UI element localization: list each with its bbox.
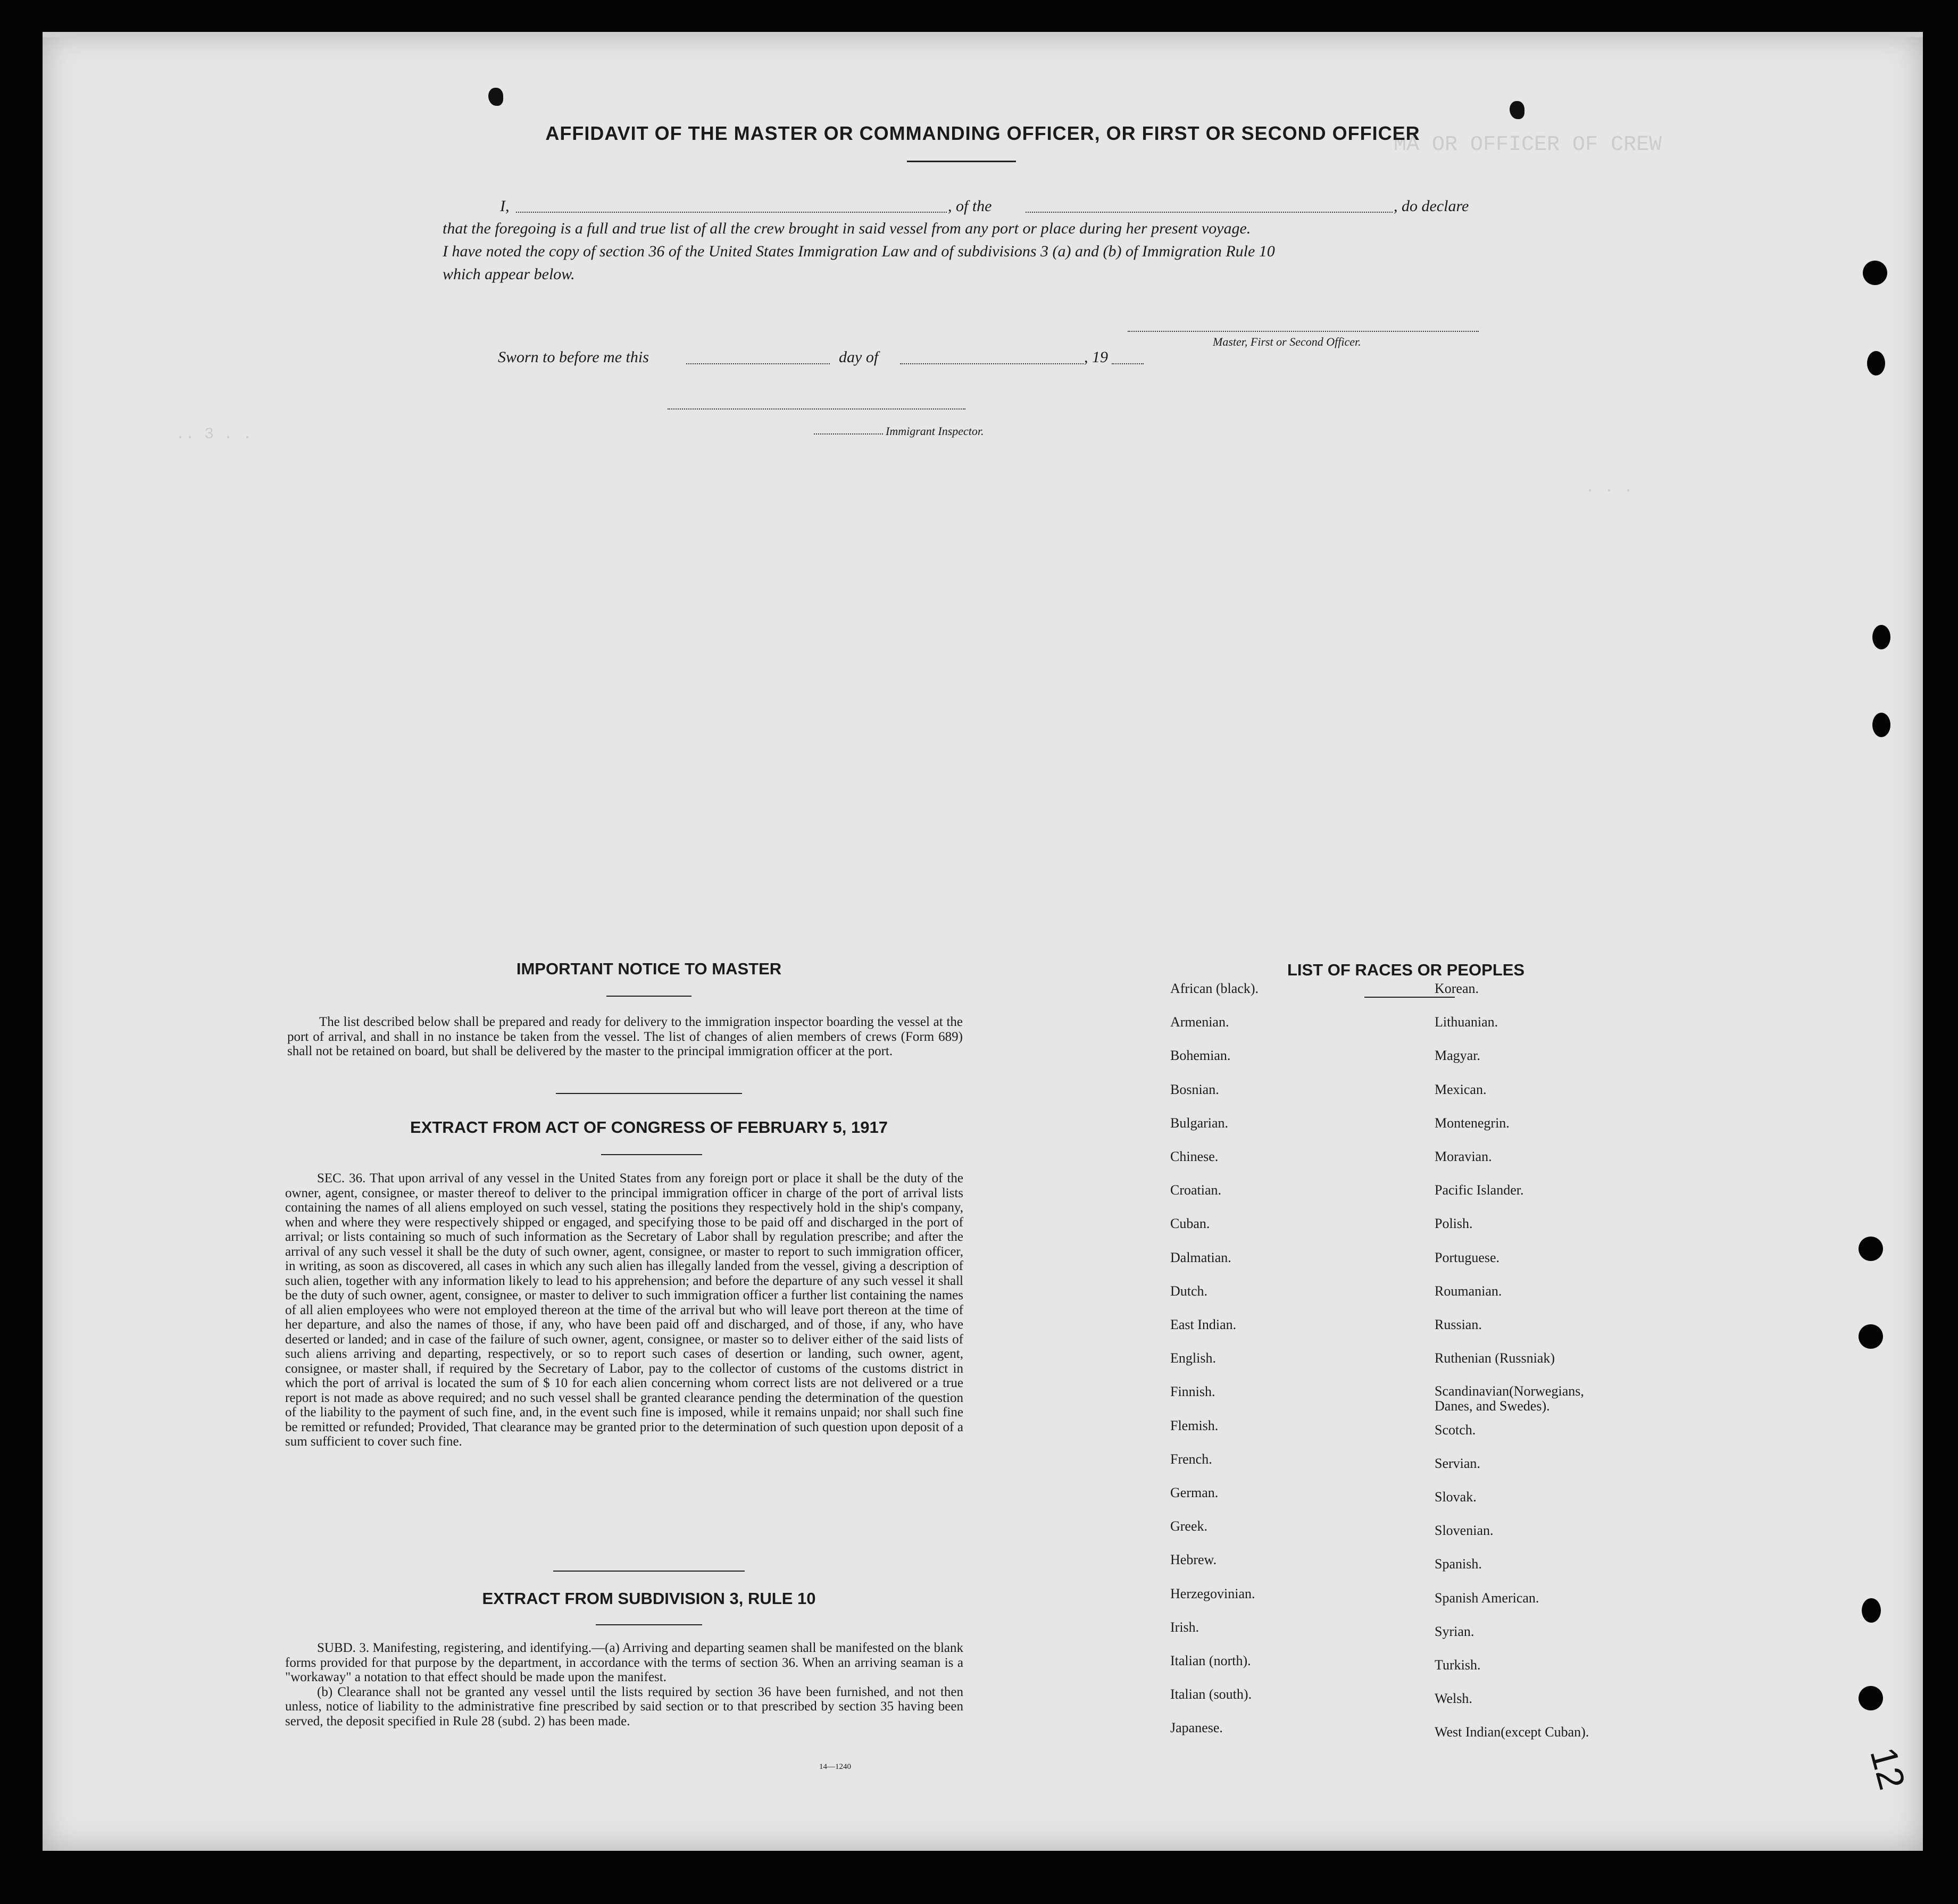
punch-hole <box>1872 625 1890 649</box>
race-item: Slovenian. <box>1435 1523 1494 1539</box>
race-item: French. <box>1170 1451 1212 1467</box>
race-item: Scandinavian(Norwegians, Danes, and Swedes). <box>1435 1383 1584 1414</box>
race-item: Slovak. <box>1435 1489 1477 1505</box>
day-of-text: day of <box>839 348 879 366</box>
subdivision-a-paragraph: SUBD. 3. Manifesting, registering, and identifying.—(a) Arriving and departing seamen shall be manifested on the blank forms provided for that purpose by the department, in accordance with the terms of section 36. When an arriving seaman is a "workaway" a notation to that effect should be made upon the manifest. <box>285 1641 963 1684</box>
race-item: African (black). <box>1170 981 1259 996</box>
year-blank[interactable] <box>1112 363 1144 364</box>
month-blank[interactable] <box>900 363 1084 364</box>
race-item: Spanish. <box>1435 1556 1482 1572</box>
race-item: Portuguese. <box>1435 1249 1500 1265</box>
race-item: Montenegrin. <box>1435 1115 1510 1131</box>
section-divider <box>553 1571 745 1572</box>
day-blank[interactable] <box>686 363 830 364</box>
sheet-top-edge <box>43 32 1923 37</box>
punch-hole <box>1859 1324 1883 1349</box>
race-item: Russian. <box>1435 1317 1482 1332</box>
declaration-line-4: which appear below. <box>443 265 575 283</box>
section-divider <box>556 1093 742 1094</box>
inspector-label: Immigrant Inspector. <box>886 424 984 438</box>
race-item: Flemish. <box>1170 1417 1219 1433</box>
title-underline <box>907 161 1016 162</box>
race-item: Irish. <box>1170 1619 1199 1635</box>
race-item: Armenian. <box>1170 1014 1229 1030</box>
act-extract-text <box>285 1171 963 1449</box>
inspector-short-line <box>814 433 883 435</box>
race-item: Dalmatian. <box>1170 1249 1231 1265</box>
sworn-text: Sworn to before me this <box>498 348 649 366</box>
races-title: LIST OF RACES OR PEOPLES <box>1287 961 1525 979</box>
punch-hole <box>1872 713 1890 737</box>
race-item: Korean. <box>1435 981 1479 996</box>
rule-extract-text <box>285 1641 963 1728</box>
affidavit-title: AFFIDAVIT OF THE MASTER OR COMMANDING OFFICER, OR FIRST OR SECOND OFFICER <box>545 122 1420 144</box>
race-item: Mexican. <box>1435 1081 1487 1097</box>
race-item: Finnish. <box>1170 1384 1215 1400</box>
punch-hole <box>1859 1237 1883 1261</box>
notice-text <box>287 1015 963 1059</box>
race-item: Dutch. <box>1170 1283 1208 1299</box>
race-item: Spanish American. <box>1435 1590 1539 1606</box>
declaration-of-the: , of the <box>948 197 992 215</box>
race-item: Bosnian. <box>1170 1081 1219 1097</box>
punch-hole <box>1862 1598 1881 1623</box>
margin-page-number: 12 <box>1862 1743 1913 1794</box>
race-item: Bulgarian. <box>1170 1115 1229 1131</box>
race-item: Moravian. <box>1435 1149 1492 1164</box>
race-item: Bohemian. <box>1170 1048 1231 1064</box>
race-item: Cuban. <box>1170 1216 1210 1232</box>
race-item: German. <box>1170 1485 1219 1500</box>
bleed-through-text: .. 3 . . <box>176 425 253 444</box>
race-item: Syrian. <box>1435 1623 1474 1639</box>
act-underline <box>601 1154 702 1155</box>
race-item: Hebrew. <box>1170 1552 1217 1568</box>
act-extract-title: EXTRACT FROM ACT OF CONGRESS OF FEBRUARY 5, 1917 <box>410 1118 888 1137</box>
race-item: Chinese. <box>1170 1149 1219 1164</box>
name-blank[interactable] <box>516 212 947 213</box>
race-item: Ruthenian (Russniak) <box>1435 1350 1555 1366</box>
race-item: Japanese. <box>1170 1720 1223 1736</box>
race-item: Lithuanian. <box>1435 1014 1498 1030</box>
race-item: English. <box>1170 1350 1216 1366</box>
bleed-through-text: MA OR OFFICER OF CREW <box>1394 133 1662 157</box>
bleed-through-text: . . . <box>1585 479 1634 497</box>
notice-paragraph: The list described below shall be prepared and ready for delivery to the immigration inspector boarding the vessel at the port of arrival, and shall in no instance be taken from the vessel. The list of changes of alien members of crews (Form 689) shall not be retained on board, but shall be delivered by the master to the principal immigration officer at the port. <box>287 1015 963 1058</box>
section-36-paragraph: SEC. 36. That upon arrival of any vessel in the United States from any foreign port or place it shall be the duty of the owner, agent, consignee, or master thereof to deliver to the principal immigration officer in charge of the port of arrival lists containing the names of all aliens employed on such vessel, stating the positions they respectively hold in the ship's company, when and where they were respectively shipped or engaged, and specifying those to be paid off and discharged in the port of arrival; or lists containing so much of such information as the Secretary of Labor shall by regulation prescribe; and after the arrival of any such vessel it shall be the duty of such owner, agent, consignee, or master to report to such immigration officer, in writing, as soon as discovered, all cases in which any such alien has illegally landed from the vessel, giving a description of such alien, together with any information likely to lead to his apprehension; and before the departure of any such vessel it shall be the duty of such owner, agent, consignee, or master to deliver to such immigration officer a further list containing the names of all alien employees who were not employed thereon at the time of the arrival but who will leave port thereon at the time of her departure, and also the names of those, if any, who have been paid off and discharged, and of those, if any, who have deserted or landed; and in case of the failure of such owner, agent, consignee, or master so to deliver either of the said lists of such aliens arriving and departing, respectively, or so to report such cases of desertion or landing, such owner, agent, consignee, or master shall, if required by the Secretary of Labor, pay to the collector of customs of the customs district in which the port of arrival is located the sum of $ 10 for each alien concerning whom correct lists are not delivered or a true report is not made as above required; and no such vessel shall be granted clearance pending the determination of the question of the liability to the payment of such fine, and, in the event such fine is imposed, while it remains unpaid; nor shall such fine be remitted or refunded; Provided, That clearance may be granted prior to the determination of such question upon deposit of a sum sufficient to cover such fine. <box>285 1171 963 1449</box>
rule-underline <box>596 1624 702 1625</box>
race-item: Greek. <box>1170 1518 1208 1534</box>
race-item: Welsh. <box>1435 1691 1472 1707</box>
year-prefix: , 19 <box>1084 348 1108 366</box>
vessel-blank[interactable] <box>1026 212 1393 213</box>
race-item: Croatian. <box>1170 1182 1222 1198</box>
race-item: Roumanian. <box>1435 1283 1502 1299</box>
race-item: Italian (north). <box>1170 1653 1251 1668</box>
signature-blank[interactable] <box>1128 331 1479 332</box>
race-item: Scotch. <box>1435 1422 1476 1438</box>
races-underline <box>1364 997 1455 998</box>
declaration-i: I, <box>500 197 510 215</box>
ink-mark <box>1510 101 1524 119</box>
declaration-do-declare: , do declare <box>1394 197 1469 215</box>
race-item: Magyar. <box>1435 1048 1480 1064</box>
punch-hole <box>1867 351 1885 375</box>
form-number: 14—1240 <box>819 1763 851 1771</box>
race-item: Turkish. <box>1435 1657 1481 1673</box>
declaration-line-2: that the foregoing is a full and true list of all the crew brought in said vessel from any port or place during her present voyage. <box>443 220 1251 237</box>
rule-extract-title: EXTRACT FROM SUBDIVISION 3, RULE 10 <box>482 1589 816 1608</box>
notice-title: IMPORTANT NOTICE TO MASTER <box>516 959 782 978</box>
document-sheet <box>43 32 1923 1851</box>
race-item: Polish. <box>1435 1216 1473 1232</box>
race-item: Italian (south). <box>1170 1686 1252 1702</box>
race-item: Herzegovinian. <box>1170 1585 1255 1601</box>
punch-hole <box>1863 261 1887 285</box>
race-item: West Indian(except Cuban). <box>1435 1724 1589 1740</box>
punch-hole <box>1859 1686 1883 1710</box>
ink-mark <box>488 88 503 106</box>
race-item: Pacific Islander. <box>1435 1182 1524 1198</box>
race-item: Servian. <box>1435 1455 1480 1471</box>
declaration-line-3: I have noted the copy of section 36 of the United States Immigration Law and of subdivisions 3 (a) and (b) of Immigration Rule 10 <box>443 243 1275 260</box>
notice-underline <box>606 996 691 997</box>
race-item: East Indian. <box>1170 1317 1237 1332</box>
subdivision-b-paragraph: (b) Clearance shall not be granted any vessel until the lists required by section 36 have been furnished, and not then unless, notice of liability to the administrative fine prescribed by said section or to that prescribed by section 35 having been served, the deposit specified in Rule 28 (subd. 2) has been made. <box>285 1684 963 1728</box>
signature-label: Master, First or Second Officer. <box>1213 335 1361 348</box>
inspector-blank[interactable] <box>668 408 965 410</box>
